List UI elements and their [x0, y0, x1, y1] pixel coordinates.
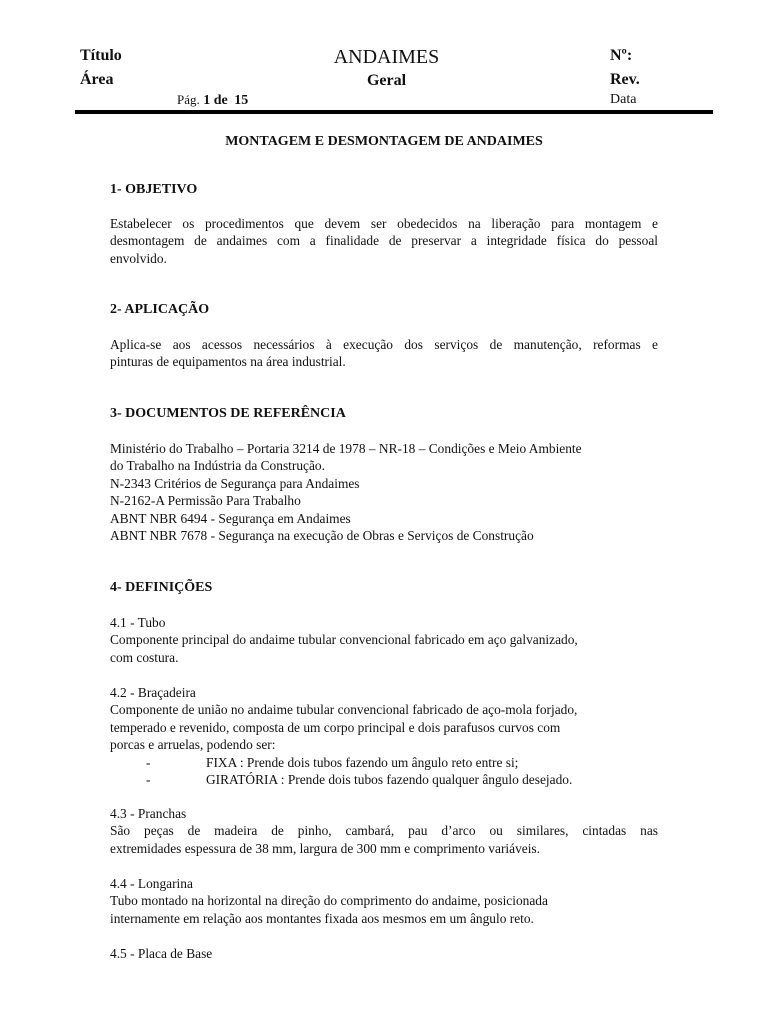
text-line: porcas e arruelas, podendo ser:: [110, 737, 276, 753]
text-line: desmontagem de andaimes com a finalidade de preservar a integridade física do pessoal: [110, 233, 658, 249]
bullet-item: [110, 771, 670, 788]
page-indicator: [177, 92, 248, 109]
data-label: Data: [610, 92, 637, 107]
document-title: MONTAGEM E DESMONTAGEM DE ANDAIMES: [225, 134, 543, 149]
definition-longarina: [110, 875, 670, 927]
definition-title: 4.2 - Braçadeira: [110, 685, 196, 700]
area-value: Geral: [366, 72, 407, 89]
reference-line: do Trabalho na Indústria da Construção.: [110, 458, 325, 474]
text-line: envolvido.: [110, 250, 167, 266]
definition-pranchas: [110, 805, 658, 857]
bullet-dash: -: [146, 772, 151, 788]
section-documentos-list: [110, 440, 670, 544]
section-objetivo-text: [110, 215, 658, 267]
section-aplicacao-heading: 2- APLICAÇÃO: [110, 302, 210, 317]
reference-line: Ministério do Trabalho – Portaria 3214 de 1978 – NR-18 – Condições e Meio Ambiente: [110, 441, 582, 456]
definition-tubo: [110, 614, 670, 666]
bullet-dash: -: [146, 754, 151, 770]
page-de: de: [213, 93, 228, 108]
reference-line: N-2162-A Permissão Para Trabalho: [110, 493, 301, 509]
bullet-text: FIXA : Prende dois tubos fazendo um ângulo reto entre si;: [206, 754, 519, 770]
text-line: extremidades espessura de 38 mm, largura de 300 mm e comprimento variáveis.: [110, 840, 540, 856]
text-line: internamente em relação aos montantes fixada aos mesmos em um ângulo reto.: [110, 910, 534, 926]
bullet-item: [110, 754, 670, 771]
header-divider: [75, 110, 713, 114]
page-current: 1: [203, 93, 211, 108]
text-line: Estabelecer os procedimentos que devem ser obedecidos na liberação para montagem e: [110, 216, 658, 231]
section-objetivo-heading: 1- OBJETIVO: [110, 182, 198, 197]
text-line: São peças de madeira de pinho, cambará, pau d’arco ou similares, cintadas nas: [110, 823, 658, 839]
definition-bracadeira: [110, 684, 670, 788]
section-definicoes-heading: 4- DEFINIÇÕES: [110, 580, 213, 595]
text-line: com costura.: [110, 649, 179, 665]
section-aplicacao-text: [110, 336, 658, 371]
definition-title: 4.3 - Pranchas: [110, 806, 187, 821]
definition-placa-base: [110, 945, 670, 962]
text-line: Tubo montado na horizontal na direção do comprimento do andaime, posicionada: [110, 893, 548, 909]
reference-line: ABNT NBR 6494 - Segurança em Andaimes: [110, 510, 351, 526]
definition-title: 4.1 - Tubo: [110, 615, 166, 630]
text-line: Aplica-se aos acessos necessários à execução dos serviços de manutenção, reformas e: [110, 337, 658, 352]
definition-title: 4.5 - Placa de Base: [110, 946, 213, 961]
page-prefix: Pág.: [177, 92, 200, 107]
definition-title: 4.4 - Longarina: [110, 876, 193, 891]
section-documentos-heading: 3- DOCUMENTOS DE REFERÊNCIA: [110, 406, 346, 421]
reference-line: ABNT NBR 7678 - Segurança na execução de Obras e Serviços de Construção: [110, 528, 534, 544]
rev-label: Rev.: [610, 71, 640, 88]
bullet-text: GIRATÓRIA : Prende dois tubos fazendo qualquer ângulo desejado.: [206, 772, 573, 788]
numero-label: Nº:: [610, 47, 633, 64]
text-line: temperado e revenido, composta de um corpo principal e dois parafusos curvos com: [110, 719, 561, 735]
reference-line: N-2343 Critérios de Segurança para Andaimes: [110, 475, 360, 491]
text-line: Componente de união no andaime tubular convencional fabricado de aço-mola forjado,: [110, 702, 578, 718]
text-line: Componente principal do andaime tubular convencional fabricado em aço galvanizado,: [110, 632, 578, 648]
page-total: 15: [234, 93, 249, 108]
area-label: Área: [80, 71, 114, 88]
titulo-label: Título: [80, 47, 122, 64]
text-line: pinturas de equipamentos na área industrial.: [110, 354, 346, 370]
header-title: ANDAIMES: [333, 46, 440, 68]
